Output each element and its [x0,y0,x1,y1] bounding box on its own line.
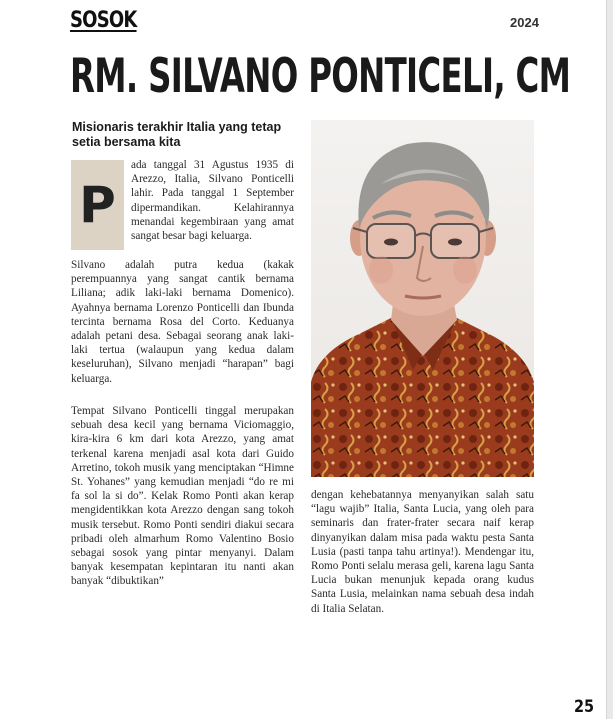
article-headline: RM. SILVANO PONTICELI, CM [70,49,571,104]
paragraph-2: Tempat Silvano Ponticelli tinggal merupakan sebuah desa kecil yang bernama Viciomaggio, kira-kira 6 km dari kota Arezzo, yang amat terkenal karena menjadi asal kota dari Guido Arretino, tokoh musik yang menciptakan “Himne St. Yohanes” yang kemudian menjadi “do re mi fa sol la si do”. Kelak Romo Ponti akan kerap mengidentikkan kota Arezzo dengan sang tokoh musik tersebut. Romo Ponti sendiri diakui secara pribadi oleh almarhum Romo Valentino Bosio sebagai sosok yang pintar menyanyi. Dalam banyak kesempatan kepintaran itu nanti akan banyak “dibuktikan” [71,405,294,588]
article-subhead: Misionaris terakhir Italia yang tetap setia bersama kita [72,120,282,149]
drop-cap: P [71,160,124,250]
section-label: SOSOK [70,8,137,33]
portrait-photo [311,120,534,477]
page-number: 25 [574,697,595,717]
issue-year: 2024 [510,15,539,30]
paragraph-3: dengan kehebatannya menyanyikan salah satu “lagu wajib” Italia, Santa Lucia, yang oleh para seminaris dan frater-frater secara naif kerap dinyanyikan dalam misa pada waktu pesta Santa Lusia (pasti tanpa tahu artinya!). Mendengar itu, Romo Ponti selalu merasa geli, karena lagu Santa Lucia bukan menunjuk kepada orang kudus Santa Lusia, melainkan nama sebuah desa indah di Italia Selatan. [311,489,534,615]
page-edge [606,0,613,719]
paragraph-1-continued: Silvano adalah putra kedua (kakak perempuannya yang sangat cantik bernama Liliana; adik laki-laki bernama Domenico). Ayahnya bernama Lorenzo Ponticelli dan Ibunda tercinta bernama Rosa del Corto. Keduanya adalah petani desa. Sebagai seorang anak laki-laki tertua (walaupun yang kedua dalam keseluruhan), Silvano menjadi “harapan” bagi keluarga. [71,259,294,385]
paragraph-1-intro: ada tanggal 31 Agustus 1935 di Arezzo, Italia, Silvano Ponticelli lahir. Pada tanggal 1 September dipermandikan. Kelahirannya menandai kegembiraan yang amat sangat besar bagi keluarga. [131,159,294,243]
